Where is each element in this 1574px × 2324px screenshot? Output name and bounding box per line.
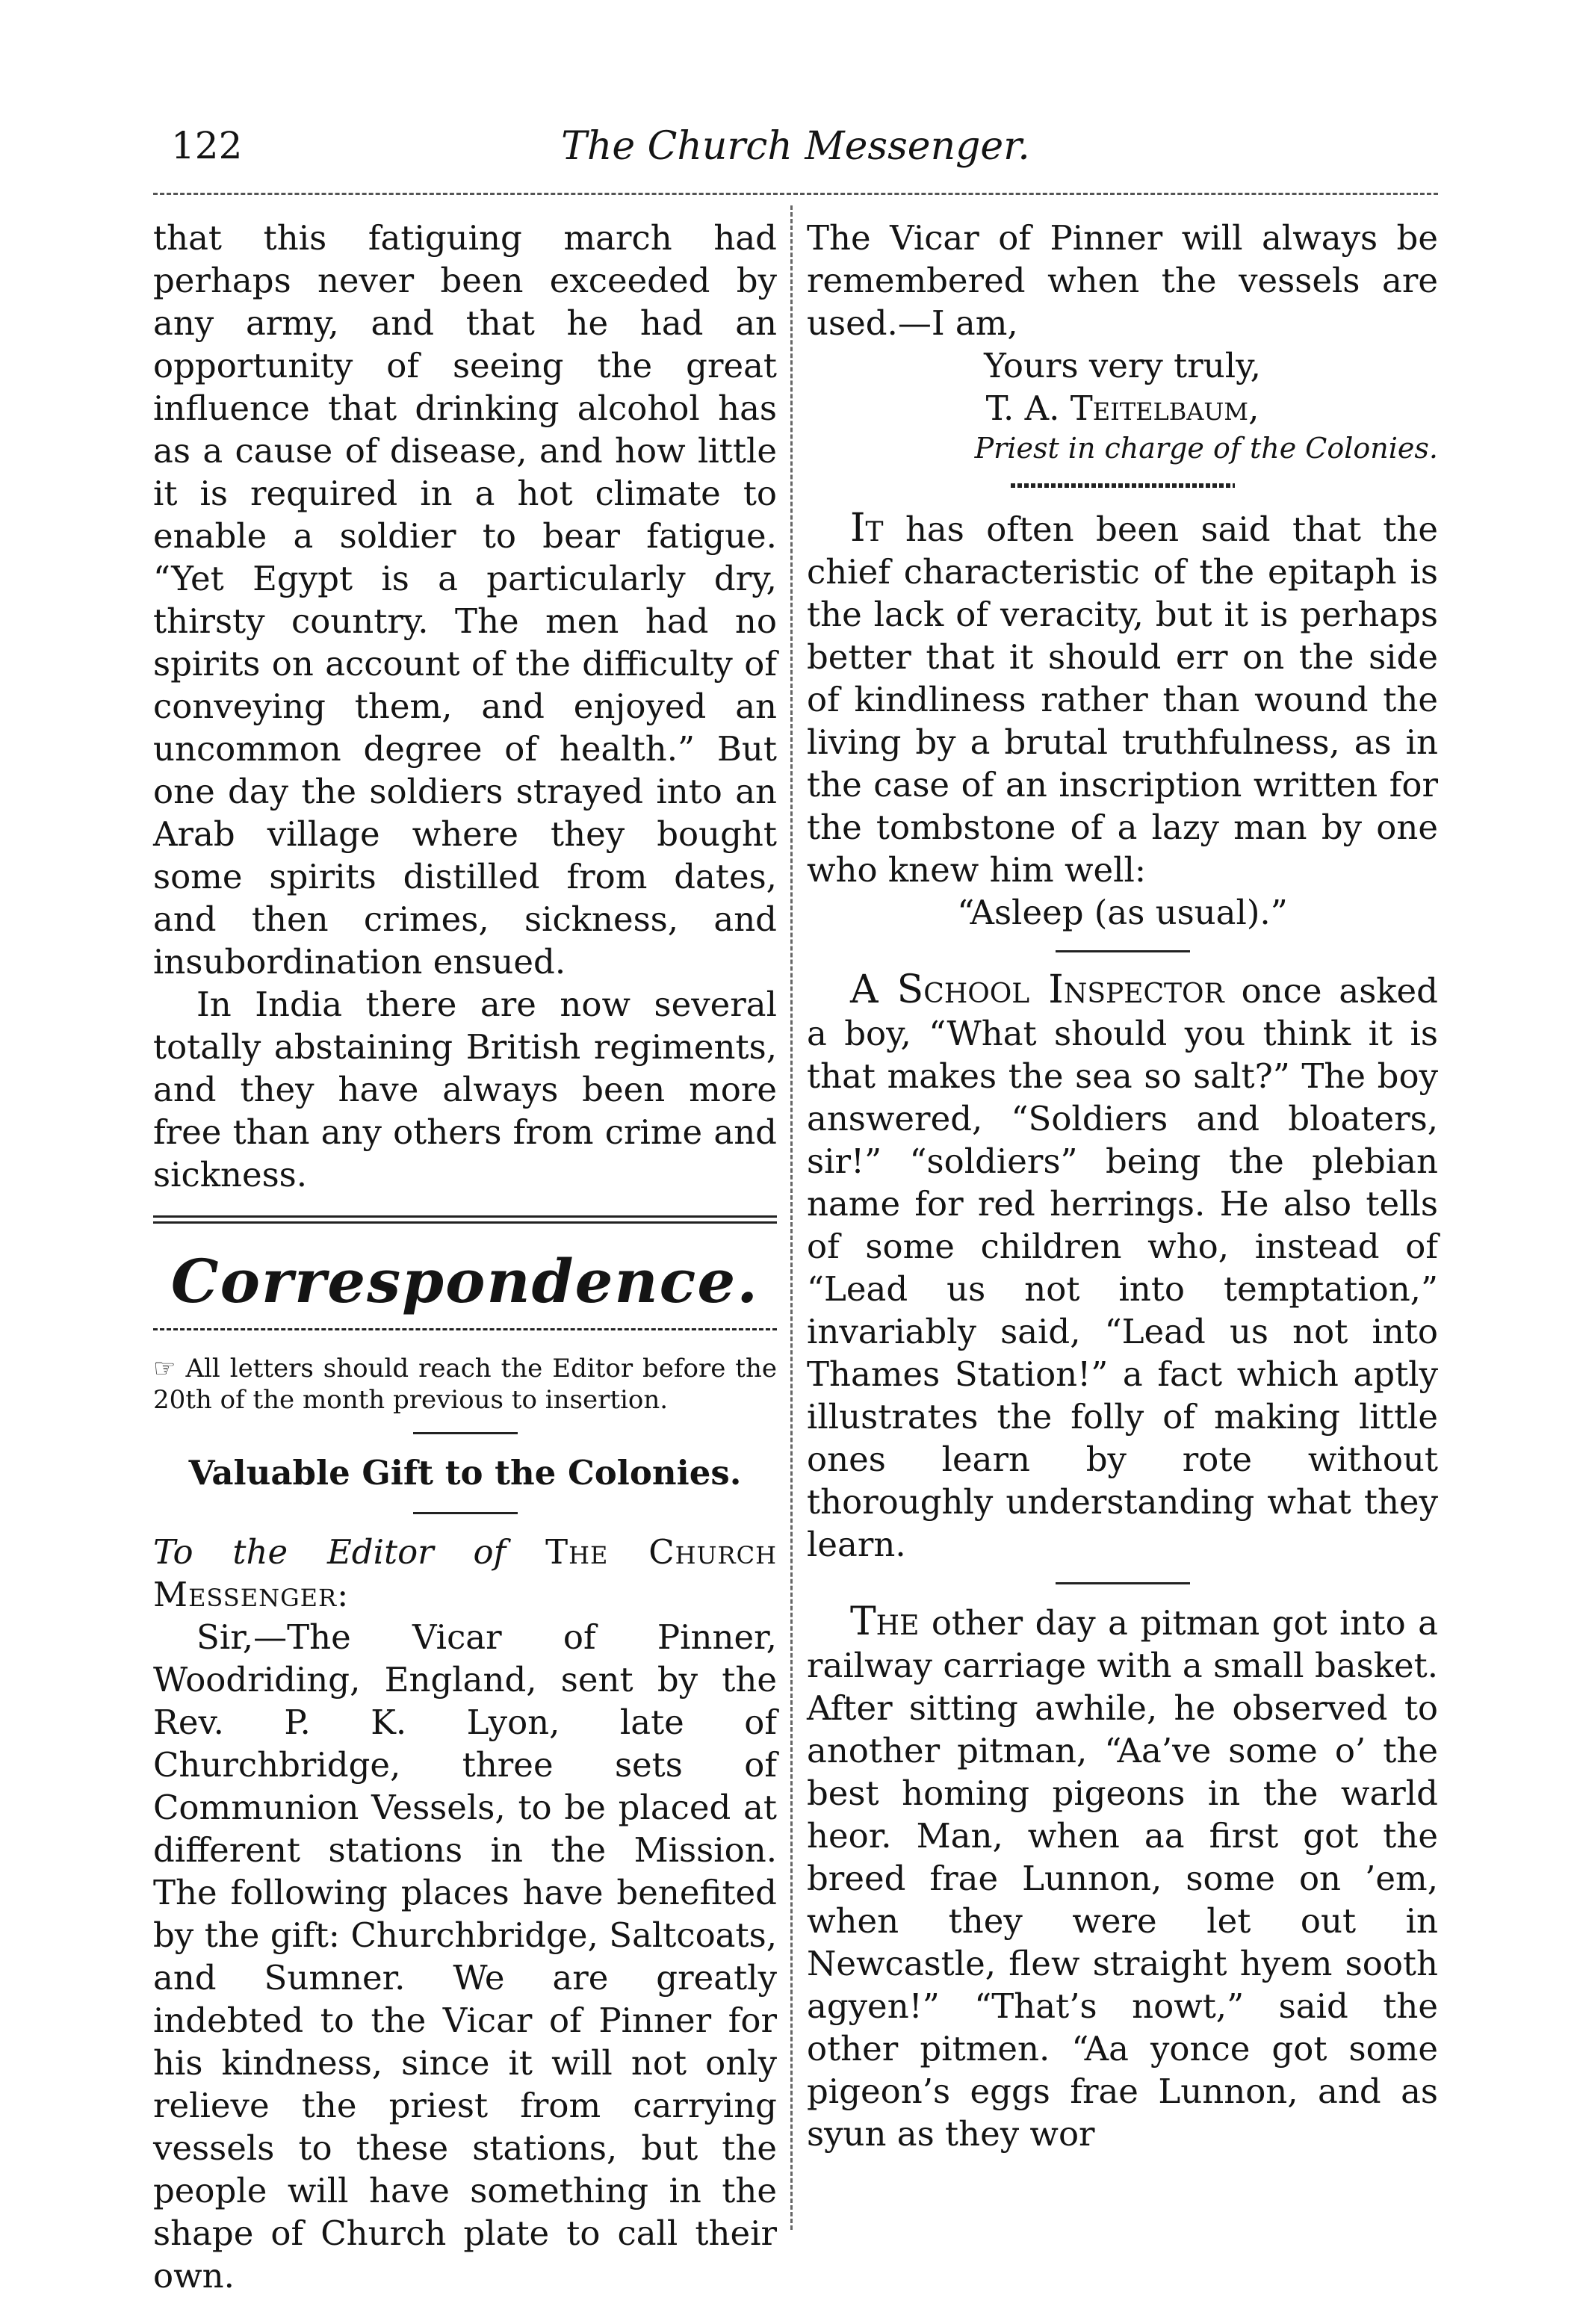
pointing-hand-icon: ☞ <box>153 1354 176 1383</box>
article-epitaph <box>807 507 1438 891</box>
section-rule <box>153 1215 777 1224</box>
school-body: once asked a boy, “What should you think it is that makes the sea so salt?” The boy answered, “Soldiers and bloaters, sir!” “soldiers” being the plebian name for red herrings. He also tells of some children who, instead of “Lead us not into temptation,” invariably said, “Lead us not into Thames Station!” a fact which aptly illustrates the folly of making little ones learn by rote without thoroughly understanding what they learn. <box>807 971 1438 1564</box>
correspondence-heading: Correspondence. <box>170 1246 760 1316</box>
editor-notice-text: All letters should reach the Editor before the 20th of the month previous to insertion. <box>153 1354 777 1415</box>
epitaph-body: has often been said that the chief characteristic of the epitaph is the lack of veracity, but it is perhaps better that it should err on the side of kindliness rather than wound the living by a brutal truthfulness, as in the case of an inscription written for the tombstone of a lazy man by one who knew him well: <box>807 509 1438 890</box>
header-rule <box>153 193 1438 195</box>
gift-heading: Valuable Gift to the Colonies. <box>188 1453 742 1493</box>
letter-salutation <box>153 1531 777 1616</box>
article-pitman <box>807 1601 1438 2155</box>
column-divider <box>790 205 793 2230</box>
letter-body: Sir,—The Vicar of Pinner, Woodriding, England, sent by the Rev. P. K. Lyon, late of Churchbridge, three sets of Communion Vessels, to be placed at different stations in the Mission. The following places have benefited by the gift: Churchbridge, Saltcoats, and Sumner. We are greatly indebted to the Vicar of Pinner for his kindness, since it will not only relieve the priest from carrying vessels to these stations, but the people will have something in the shape of Church plate to call their own. <box>153 1617 777 2296</box>
epitaph-dropcap: It <box>850 506 884 551</box>
journal-title: The Church Messenger. <box>561 124 1030 169</box>
right-column <box>807 217 1438 2155</box>
epitaph-quote: “Asleep (as usual).” <box>957 893 1288 932</box>
short-rule <box>413 1512 518 1514</box>
letter-signature: T. A. Teitelbaum, <box>985 388 1259 428</box>
ornament-rule <box>1011 483 1235 488</box>
letter-closing: Yours very truly, <box>984 346 1261 385</box>
school-dropcap: A School Inspector <box>850 967 1224 1012</box>
short-rule <box>1056 1582 1190 1584</box>
short-rule <box>413 1432 518 1434</box>
page-header <box>153 120 1438 179</box>
short-rule <box>1056 950 1190 952</box>
salutation-prefix: To the Editor of <box>153 1532 506 1572</box>
salutation-name: The Church Messenger: <box>153 1532 777 1614</box>
pitman-body: other day a pitman got into a railway carriage with a small basket. After sitting awhile, he observed to another pitman, “Aa’ve some o’ the best homing pigeons in the warld heor. Man, when aa first got the breed frae Lunnon, some on ’em, when they were let out in Newcastle, flew straight hyem sooth agyen!” “That’s nowt,” said the other pitmen. “Aa yonce got some pigeon’s eggs frae Lunnon, and as syun as they wor <box>807 1603 1438 2154</box>
page-number: 122 <box>171 124 243 167</box>
section-rule-dashed <box>153 1328 777 1330</box>
editor-notice <box>153 1353 777 1416</box>
signature-title: Priest in charge of the Colonies. <box>974 432 1438 465</box>
article-temperance-cont: that this fatiguing march had perhaps never been exceeded by any army, and that he had an opportunity of seeing the great influence that drinking alcohol has as a cause of disease, and how little it is required in a hot climate to enable a soldier to bear fatigue. “Yet Egypt is a particularly dry, thirsty country. The men had no spirits on account of the difficulty of conveying them, and enjoyed an uncommon degree of health.” But one day the soldiers strayed into an Arab village where they bought some spirits distilled from dates, and then crimes, sickness, and insubordination ensued. <box>153 218 777 982</box>
article-temperance-india: In India there are now several totally abstaining British regiments, and they have always been more free than any others from crime and sickness. <box>153 985 777 1194</box>
letter-body-cont: The Vicar of Pinner will always be remembered when the vessels are used.—I am, <box>807 218 1438 343</box>
article-school-inspector <box>807 969 1438 1566</box>
left-column <box>153 217 777 2297</box>
pitman-dropcap: The <box>850 1599 920 1644</box>
